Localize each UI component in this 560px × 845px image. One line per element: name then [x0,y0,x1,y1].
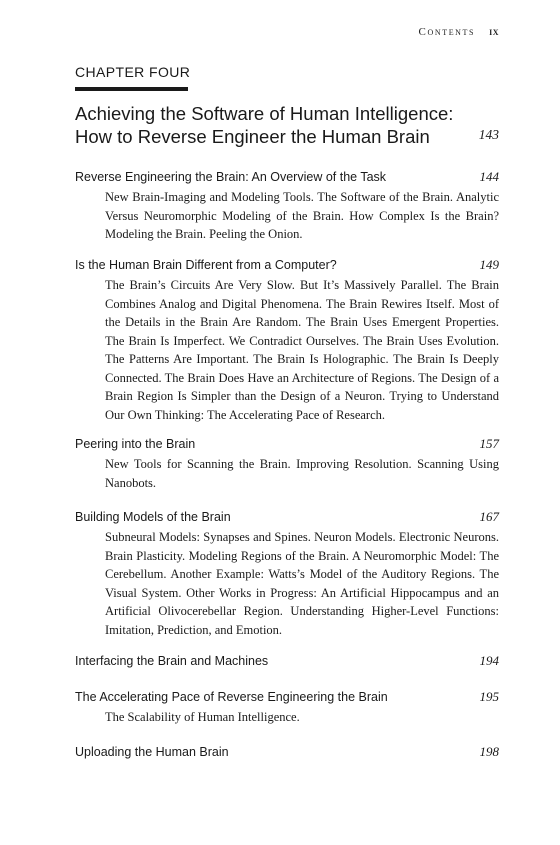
chapter-rule [75,87,188,91]
toc-entry-heading [75,256,499,274]
chapter-title-line-2: How to Reverse Engineer the Human Brain [75,126,430,147]
toc-entry-title: Building Models of the Brain [75,510,231,524]
toc-entry-heading [75,743,499,761]
toc-entry-title: Interfacing the Brain and Machines [75,654,269,668]
toc-entry-heading [75,435,499,453]
toc-entry-page: 194 [479,653,499,668]
toc-entry-peering-into-brain [75,435,499,492]
toc-entry-building-models [75,508,499,639]
toc-entry-description: New Tools for Scanning the Brain. Improving Resolution. Scanning Using Nanobots. [105,457,499,490]
toc-entry-reverse-engineering-overview [75,168,499,244]
chapter-title [75,102,499,148]
toc-entry-title: Peering into the Brain [75,437,196,451]
toc-entry-page: 167 [479,509,499,524]
toc-entry-description: The Scalability of Human Intelligence. [105,710,300,724]
running-head [419,26,499,38]
chapter-title-line-1: Achieving the Software of Human Intelligence: [75,103,454,124]
chapter-label: CHAPTER FOUR [75,64,191,80]
toc-entry-heading [75,508,499,526]
toc-entry-title: Is the Human Brain Different from a Computer? [75,258,337,272]
toc-entry-page: 157 [479,436,499,451]
chapter-page-number: 143 [478,127,499,142]
toc-entry-title: Uploading the Human Brain [75,745,229,759]
toc-entry-heading [75,652,499,670]
toc-entry-heading [75,688,499,706]
toc-entry-title: Reverse Engineering the Brain: An Overview of the Task [75,170,387,184]
toc-entry-uploading [75,743,499,761]
toc-entry-title: The Accelerating Pace of Reverse Engineering the Brain [75,690,388,704]
toc-entry-page: 198 [479,744,499,759]
toc-entry-accelerating-pace [75,688,499,727]
toc-entry-description: Subneural Models: Synapses and Spines. Neuron Models. Electronic Neurons. Brain Plasticity. Modeling Regions of the Brain. A Neuromorphic Model: The Cerebellum. Another Example: Watts’s Model of the Auditory Regions. The Visual System. Other Works in Progress: An Artificial Hippocampus and an Artificial Olivocerebellar Region. Understanding Higher-Level Functions: Imitation, Prediction, and Emotion. [105,530,499,637]
toc-entry-description: New Brain-Imaging and Modeling Tools. The Software of the Brain. Analytic Versus Neuromorphic Modeling of the Brain. How Complex Is the Brain? Modeling the Brain. Peeling the Onion. [105,190,499,241]
toc-entry-heading [75,168,499,186]
toc-entry-page: 144 [479,169,499,184]
toc-entry-brain-vs-computer [75,256,499,424]
toc-entry-description: The Brain’s Circuits Are Very Slow. But It’s Massively Parallel. The Brain Combines Analog and Digital Phenomena. The Brain Rewires Itself. Most of the Details in the Brain Are Random. The Brain Uses Emergent Properties. The Brain Is Imperfect. We Contradict Ourselves. The Brain Uses Evolution. The Patterns Are Important. The Brain Is Holographic. The Brain Is Deeply Connected. The Brain Does Have an Architecture of Regions. The Design of a Brain Region Is Simpler than the Design of a Neuron. Trying to Understand Our Own Thinking: The Accelerating Pace of Research. [105,278,499,422]
toc-entry-page: 149 [479,257,499,272]
toc-entry-page: 195 [479,689,499,704]
running-head-label: Contents [418,26,476,38]
toc-entry-interfacing [75,652,499,670]
page-number: ix [489,26,499,38]
